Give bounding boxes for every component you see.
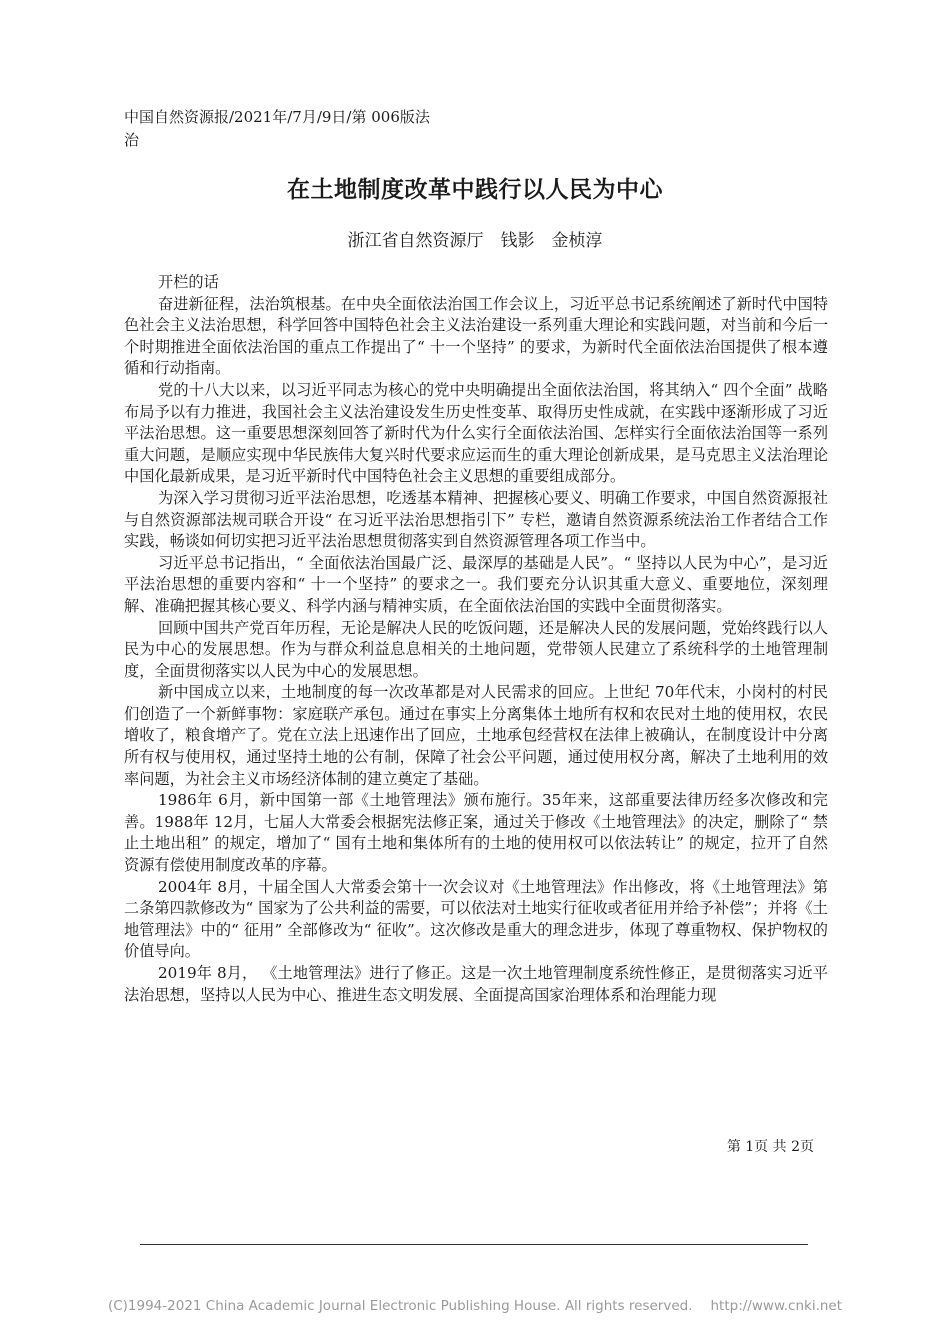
website-link[interactable]: http://www.cnki.net (710, 1298, 843, 1314)
article-body (124, 272, 828, 1006)
paragraph: 回顾中国共产党百年历程，无论是解决人民的吃饭问题，还是解决人民的发展问题，党始终践行以人民为中心的发展思想。作为与群众利益息息相关的土地问题，党带领人民建立了系统科学的土地管理制度，全面贯彻落实以人民为中心的发展思想。 (124, 618, 828, 680)
page-number: 第 1页 共 2页 (726, 1139, 814, 1155)
copyright-footer (0, 1296, 950, 1316)
paragraph: 2004年 8月，十届全国人大常委会第十一次会议对《土地管理法》作出修改，将《土地管理法》第二条第四款修改为“ 国家为了公共利益的需要，可以依法对土地实行征收或者征用并给予补偿”；并将《土地管理法》中的“ 征用” 全部修改为“ 征收”。这次修改是重大的理念进步，体现了尊重物权、保护物权的价值导向。 (124, 877, 828, 961)
source-line: 中国自然资源报/2021年/7月/9日/第 006版法治 (124, 108, 430, 149)
paragraph: 2019年 8月， 《土地管理法》进行了修正。这是一次土地管理制度系统性修正，是贯彻落实习近平法治思想，坚持以人民为中心、推进生态文明发展、全面提高国家治理体系和治理能力现 (124, 964, 828, 1004)
paragraph: 为深入学习贯彻习近平法治思想，吃透基本精神、把握核心要义、明确工作要求，中国自然资源报社与自然资源部法规司联合开设“ 在习近平法治思想指引下” 专栏，邀请自然资源系统法治工作者结合工作实践，畅谈如何切实把习近平法治思想贯彻落实到自然资源管理各项工作当中。 (124, 488, 828, 551)
paragraph: 党的十八大以来，以习近平同志为核心的党中央明确提出全面依法治国，将其纳入“ 四个全面” 战略布局予以有力推进，我国社会主义法治建设发生历史性变革、取得历史性成就，在实践中逐渐形成了习近平法治思想。这一重要思想深刻回答了新时代为什么实行全面依法治国、怎样实行全面依法治国等一系列重大问题，是顺应实现中华民族伟大复兴时代要求应运而生的重大理论创新成果，是马克思主义法治理论中国化最新成果，是习近平新时代中国特色社会主义思想的重要组成部分。 (124, 380, 828, 486)
copyright-text: (C)1994-2021 China Academic Journal Electronic Publishing House. All rights reserved. (107, 1298, 693, 1314)
paragraph: 奋进新征程，法治筑根基。在中央全面依法治国工作会议上，习近平总书记系统阐述了新时代中国特色社会主义法治思想，科学回答中国特色社会主义法治建设一系列重大理论和实践问题，对当前和今后一个时期推进全面依法治国的重点工作提出了“ 十一个坚持” 的要求，为新时代全面依法治国提供了根本遵循和行动指南。 (124, 294, 828, 378)
paragraph: 习近平总书记指出，“ 全面依法治国最广泛、最深厚的基础是人民”。“ 坚持以人民为中心”，是习近平法治思想的重要内容和“ 十一个坚持” 的要求之一。我们要充分认识其重大意义、重要地位，深刻理解、准确把握其核心要义、科学内涵与精神实质，在全面依法治国的实践中全面贯彻落实。 (124, 553, 828, 615)
article-byline: 浙江省自然资源厅 钱影 金桢淳 (347, 231, 603, 251)
paragraph: 1986年 6月，新中国第一部《土地管理法》颁布施行。35年来，这部重要法律历经多次修改和完善。1988年 12月，七届人大常委会根据宪法修正案，通过关于修改《土地管理法》的决定，删除了“ 禁止土地出租” 的规定，增加了“ 国有土地和集体所有的土地的使用权可以依法转让” 的规定，拉开了自然资源有偿使用制度改革的序幕。 (124, 791, 828, 875)
column-intro-label: 开栏的话 (158, 273, 219, 291)
paragraph: 新中国成立以来，土地制度的每一次改革都是对人民需求的回应。上世纪 70年代末，小岗村的村民们创造了一个新鲜事物：家庭联产承包。通过在事实上分离集体土地所有权和农民对土地的使用权，农民增收了，粮食增产了。党在立法上迅速作出了回应，土地承包经营权在法律上被确认，在制度设计中分离所有权与使用权，通过坚持土地的公有制，保障了社会公平问题，通过使用权分离，解决了土地利用的效率问题，为社会主义市场经济体制的建立奠定了基础。 (124, 683, 828, 788)
article-title: 在土地制度改革中践行以人民为中心 (287, 177, 663, 203)
footer-divider (140, 1244, 808, 1245)
